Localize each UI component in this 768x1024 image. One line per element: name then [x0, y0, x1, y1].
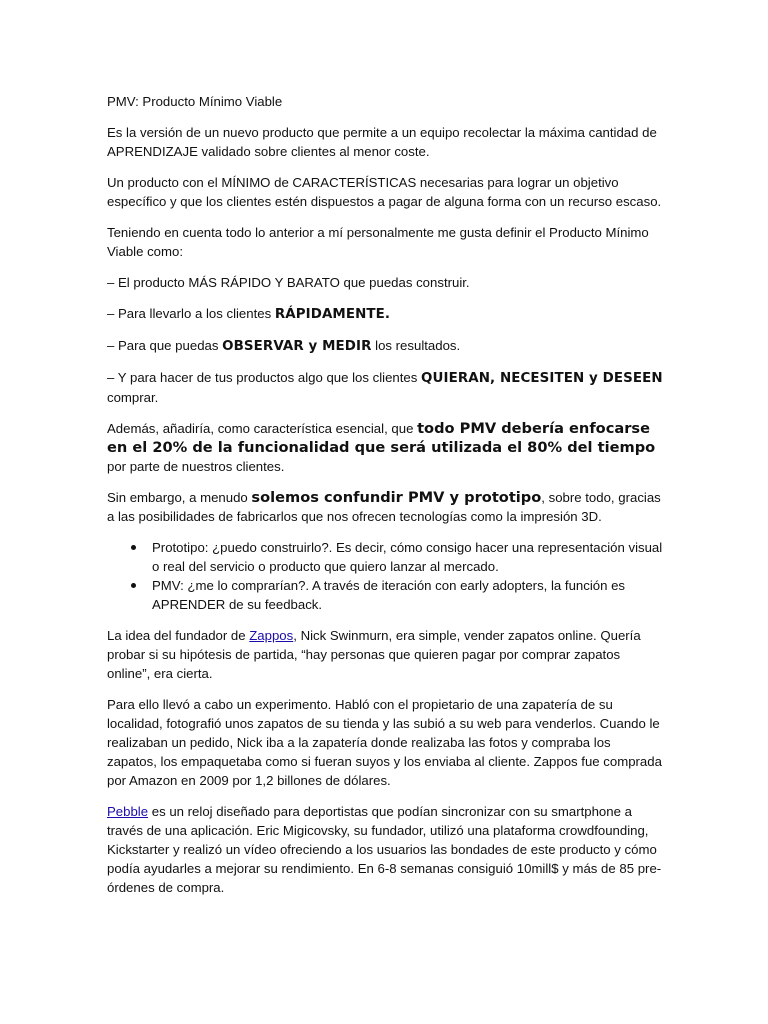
line-text: los resultados.	[371, 338, 461, 353]
paragraph-pebble	[107, 802, 663, 897]
paragraph-confusion	[107, 488, 663, 526]
paragraph-text: Sin embargo, a menudo	[107, 490, 252, 505]
paragraph-text: , Nick Swinmurn, era simple, vender zapatos online. Quería probar si su hipótesis de partida, “hay personas que quieren pagar por comprar zapatos online”, era cierta.	[107, 628, 641, 681]
list-item: Prototipo: ¿puedo construirlo?. Es decir, cómo consigo hacer una representación visual o real del servicio o producto que quiero lanzar al mercado.	[152, 540, 663, 574]
paragraph-bold-text: todo PMV debería enfocarse en el 20% de la funcionalidad que será utilizada el 80% del tiempo	[107, 420, 656, 456]
line-bold-text: RÁPIDAMENTE.	[274, 307, 391, 322]
paragraph-text: es un reloj diseñado para deportistas que podían sincronizar con su smartphone a través de una aplicación. Eric Migicovsky, su fundador, utilizó una plataforma crowdfounding, Kickstarter y realizó un vídeo ofreciendo a los usuarios las bondades de este producto y cómo podía ayudarles a mejorar su rendimiento. En 6-8 semanas consiguió 10mill$ y más de 85 pre-órdenes de compra.	[107, 804, 662, 895]
definition-line-desire	[107, 368, 663, 407]
document-body	[107, 92, 663, 909]
paragraph-text: Además, añadiría, como característica esencial, que	[107, 421, 418, 436]
list-item: PMV: ¿me lo comprarían?. A través de iteración con early adopters, la función es APRENDER de su feedback.	[152, 576, 663, 614]
paragraph-minimum-features: Un producto con el MÍNIMO de CARACTERÍSTICAS necesarias para lograr un objetivo específico y que los clientes estén dispuestos a pagar de alguna forma con un recurso escaso.	[107, 175, 662, 209]
line-bold-text: OBSERVAR y MEDIR	[222, 339, 372, 354]
paragraph-zappos	[107, 626, 663, 683]
paragraph-bold-text: solemos confundir PMV y prototipo	[251, 489, 542, 506]
paragraph-focus	[107, 419, 663, 476]
zappos-link[interactable]: Zappos	[249, 628, 294, 643]
definition-line-observe	[107, 336, 663, 356]
document-title: PMV: Producto Mínimo Viable	[107, 94, 283, 109]
line-text: comprar.	[107, 390, 159, 405]
definition-line-fast-cheap: – El producto MÁS RÁPIDO Y BARATO que puedas construir.	[107, 275, 470, 290]
bullet-list	[107, 538, 663, 614]
paragraph-text: por parte de nuestros clientes.	[107, 459, 285, 474]
line-text: – Para llevarlo a los clientes	[107, 306, 275, 321]
paragraph-definition: Es la versión de un nuevo producto que permite a un equipo recolectar la máxima cantidad de APRENDIZAJE validado sobre clientes al menor coste.	[107, 125, 657, 159]
paragraph-personal-definition: Teniendo en cuenta todo lo anterior a mí personalmente me gusta definir el Producto Mínimo Viable como:	[107, 225, 649, 259]
definition-line-clients	[107, 304, 663, 324]
pebble-link[interactable]: Pebble	[107, 804, 149, 819]
paragraph-text: , sobre todo, gracias a las posibilidades de fabricarlos que nos ofrecen tecnologías como la impresión 3D.	[107, 490, 661, 524]
line-bold-text: QUIERAN, NECESITEN y DESEEN	[421, 371, 663, 386]
paragraph-experiment: Para ello llevó a cabo un experimento. Habló con el propietario de una zapatería de su localidad, fotografió unos zapatos de su tienda y las subió a su web para venderlos. Cuando le realizaban un pedido, Nick iba a la zapatería donde realizaba las fotos y compraba los zapatos, los empaquetaba como si fueran suyos y los enviaba al cliente. Zappos fue comprada por Amazon en 2009 por 1,2 billones de dólares.	[107, 697, 662, 788]
line-text: – Para que puedas	[107, 338, 223, 353]
line-text: – Y para hacer de tus productos algo que los clientes	[107, 370, 422, 385]
paragraph-text: La idea del fundador de	[107, 628, 250, 643]
